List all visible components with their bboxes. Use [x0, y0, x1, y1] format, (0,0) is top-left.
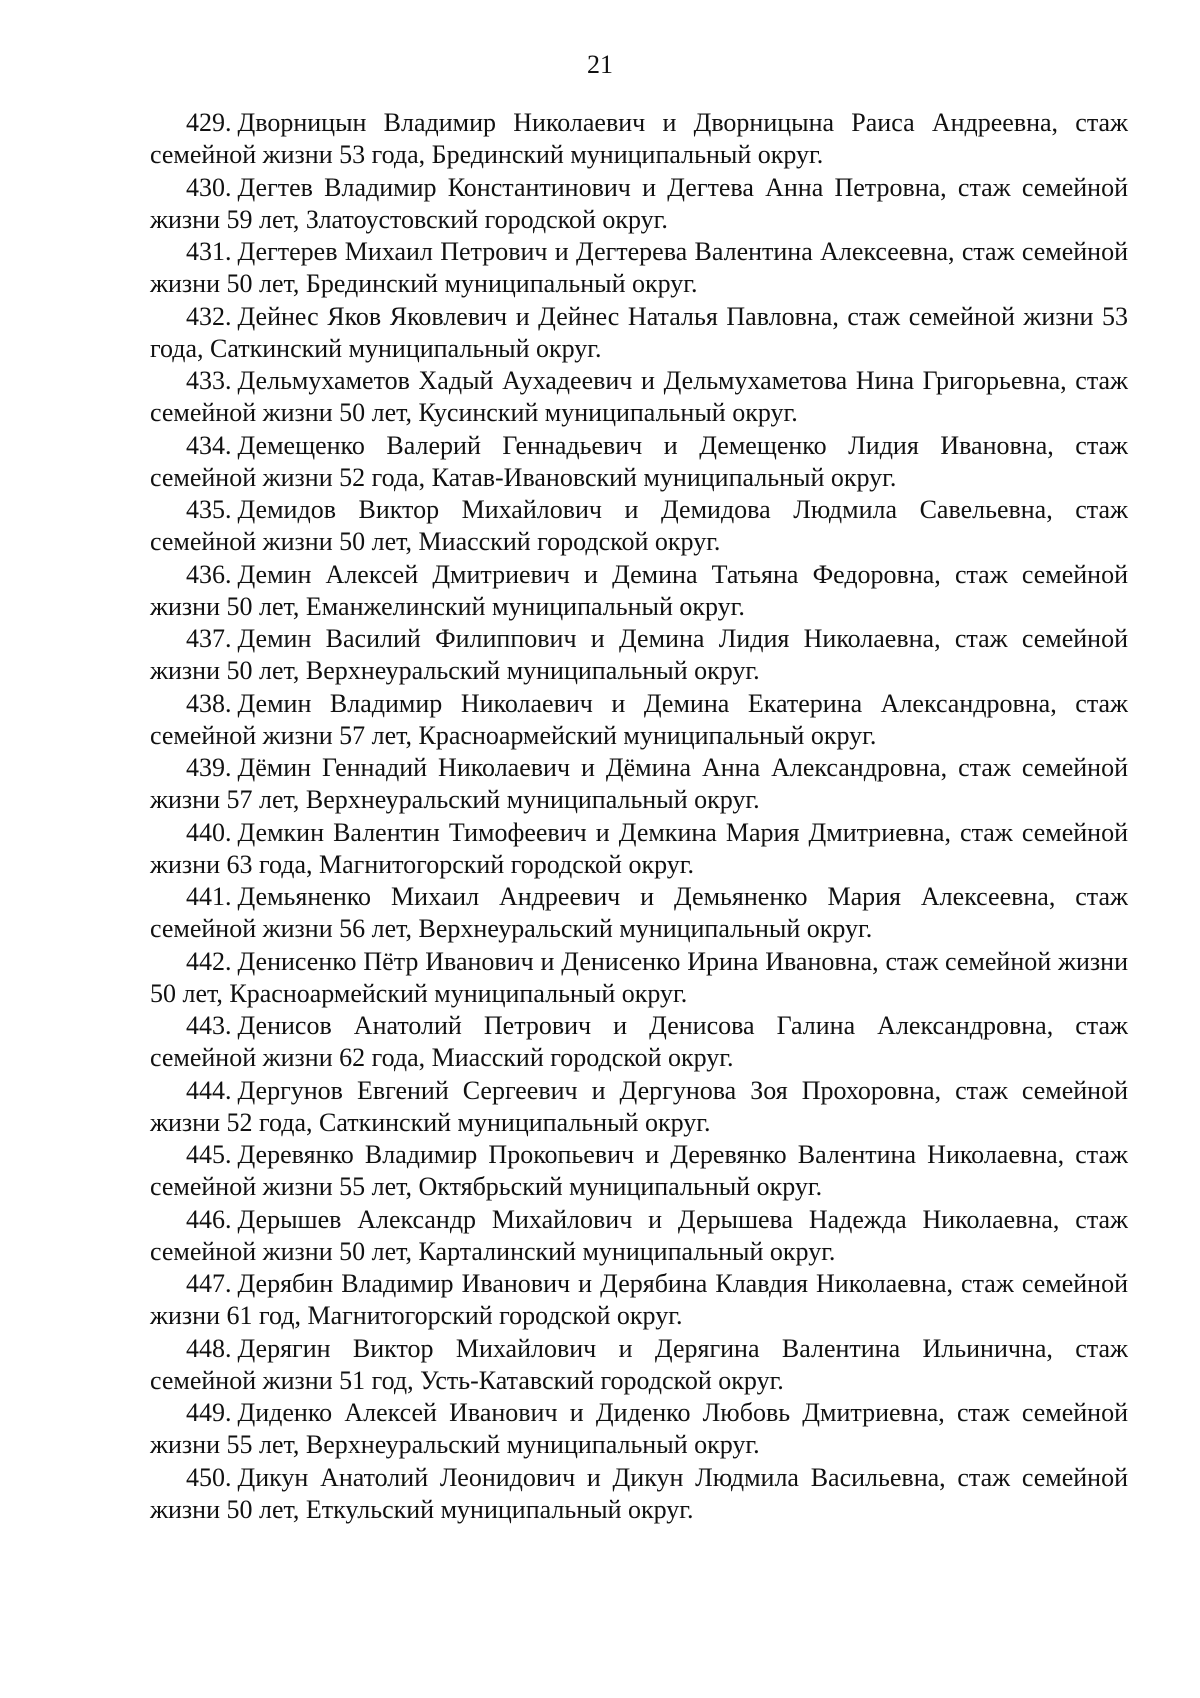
list-item	[150, 881, 1128, 946]
list-item	[150, 559, 1128, 624]
page-number: 21	[587, 50, 613, 79]
entry-number: 434.	[186, 430, 232, 460]
list-item	[150, 752, 1128, 817]
entry-text: Демин Алексей Дмитриевич и Демина Татьяна Федоровна, стаж семейной жизни 50 лет, Еманжелинский муниципальный округ.	[150, 559, 1128, 621]
entry-text: Деревянко Владимир Прокопьевич и Деревянко Валентина Николаевна, стаж семейной жизни 55 лет, Октябрьский муниципальный округ.	[150, 1140, 1128, 1201]
entry-text: Демьяненко Михаил Андреевич и Демьяненко Мария Алексеевна, стаж семейной жизни 56 лет, Верхнеуральский муниципальный округ.	[150, 882, 1128, 943]
list-item	[150, 430, 1128, 495]
entry-text: Дёмин Геннадий Николаевич и Дёмина Анна Александровна, стаж семейной жизни 57 лет, Верхнеуральский муниципальный округ.	[150, 753, 1128, 814]
list-item	[150, 1010, 1128, 1075]
entry-number: 430.	[186, 172, 232, 202]
entry-number: 442.	[186, 946, 232, 976]
entry-number: 448.	[186, 1333, 232, 1363]
list-item	[150, 301, 1128, 366]
entry-number: 444.	[186, 1075, 232, 1105]
entry-number: 443.	[186, 1011, 232, 1040]
list-item	[150, 946, 1128, 1011]
entry-number: 450.	[186, 1462, 232, 1492]
entry-number: 429.	[186, 108, 232, 137]
entry-text: Дерябин Владимир Иванович и Дерябина Клавдия Николаевна, стаж семейной жизни 61 год, Магнитогорский городской округ.	[150, 1269, 1128, 1330]
entry-text: Дегтев Владимир Константинович и Дегтева Анна Петровна, стаж семейной жизни 59 лет, Златоустовский городской округ.	[150, 172, 1128, 234]
list-item	[150, 1204, 1128, 1269]
list-item	[150, 1268, 1128, 1333]
entry-text: Демидов Виктор Михайлович и Демидова Людмила Савельевна, стаж семейной жизни 50 лет, Миасский городской округ.	[150, 495, 1128, 556]
entry-number: 446.	[186, 1204, 232, 1234]
entry-text: Дельмухаметов Хадый Аухадеевич и Дельмухаметова Нина Григорьевна, стаж семейной жизни 50 лет, Кусинский муниципальный округ.	[150, 366, 1128, 427]
entry-number: 445.	[186, 1140, 232, 1169]
list-item	[150, 365, 1128, 430]
entry-number: 449.	[186, 1398, 232, 1427]
entry-text: Дергунов Евгений Сергеевич и Дергунова Зоя Прохоровна, стаж семейной жизни 52 года, Саткинский муниципальный округ.	[150, 1075, 1128, 1137]
entry-text: Дикун Анатолий Леонидович и Дикун Людмила Васильевна, стаж семейной жизни 50 лет, Еткульский муниципальный округ.	[150, 1462, 1128, 1524]
list-item	[150, 1139, 1128, 1204]
list-item	[150, 107, 1128, 172]
list-item	[150, 236, 1128, 301]
entry-number: 438.	[186, 688, 232, 718]
entry-text: Дерышев Александр Михайлович и Дерышева Надежда Николаевна, стаж семейной жизни 50 лет, Карталинский муниципальный округ.	[150, 1204, 1128, 1266]
list-item	[150, 494, 1128, 559]
list-item	[150, 1462, 1128, 1527]
entry-number: 432.	[186, 301, 232, 331]
entries-list	[150, 107, 1128, 1526]
entry-number: 439.	[186, 753, 232, 782]
list-item	[150, 623, 1128, 688]
entry-text: Диденко Алексей Иванович и Диденко Любовь Дмитриевна, стаж семейной жизни 55 лет, Верхнеуральский муниципальный округ.	[150, 1398, 1128, 1459]
entry-text: Денисов Анатолий Петрович и Денисова Галина Александровна, стаж семейной жизни 62 года, Миасский городской округ.	[150, 1011, 1128, 1072]
entry-text: Дегтерев Михаил Петрович и Дегтерева Валентина Алексеевна, стаж семейной жизни 50 лет, Брединский муниципальный округ.	[150, 237, 1128, 298]
entry-number: 447.	[186, 1269, 232, 1298]
list-item	[150, 817, 1128, 882]
entry-number: 437.	[186, 624, 232, 653]
entry-text: Демин Владимир Николаевич и Демина Екатерина Александровна, стаж семейной жизни 57 лет, Красноармейский муниципальный округ.	[150, 688, 1128, 750]
list-item	[150, 1397, 1128, 1462]
entry-text: Дерягин Виктор Михайлович и Дерягина Валентина Ильинична, стаж семейной жизни 51 год, Усть-Катавский городской округ.	[150, 1333, 1128, 1395]
entry-text: Демин Василий Филиппович и Демина Лидия Николаевна, стаж семейной жизни 50 лет, Верхнеуральский муниципальный округ.	[150, 624, 1128, 685]
entry-number: 433.	[186, 366, 232, 395]
entry-number: 441.	[186, 882, 232, 911]
entry-number: 435.	[186, 495, 232, 524]
entry-text: Денисенко Пётр Иванович и Денисенко Ирина Ивановна, стаж семейной жизни 50 лет, Красноармейский муниципальный округ.	[150, 946, 1128, 1008]
entry-text: Дворницын Владимир Николаевич и Дворницына Раиса Андреевна, стаж семейной жизни 53 года, Брединский муниципальный округ.	[150, 108, 1128, 169]
entry-text: Демкин Валентин Тимофеевич и Демкина Мария Дмитриевна, стаж семейной жизни 63 года, Магнитогорский городской округ.	[150, 817, 1128, 879]
entry-number: 440.	[186, 817, 232, 847]
entry-text: Демещенко Валерий Геннадьевич и Демещенко Лидия Ивановна, стаж семейной жизни 52 года, Катав-Ивановский муниципальный округ.	[150, 430, 1128, 492]
entry-number: 431.	[186, 237, 232, 266]
entry-number: 436.	[186, 559, 232, 589]
list-item	[150, 1075, 1128, 1140]
entry-text: Дейнес Яков Яковлевич и Дейнес Наталья Павловна, стаж семейной жизни 53 года, Саткинский муниципальный округ.	[150, 301, 1128, 363]
list-item	[150, 688, 1128, 753]
list-item	[150, 1333, 1128, 1398]
list-item	[150, 172, 1128, 237]
